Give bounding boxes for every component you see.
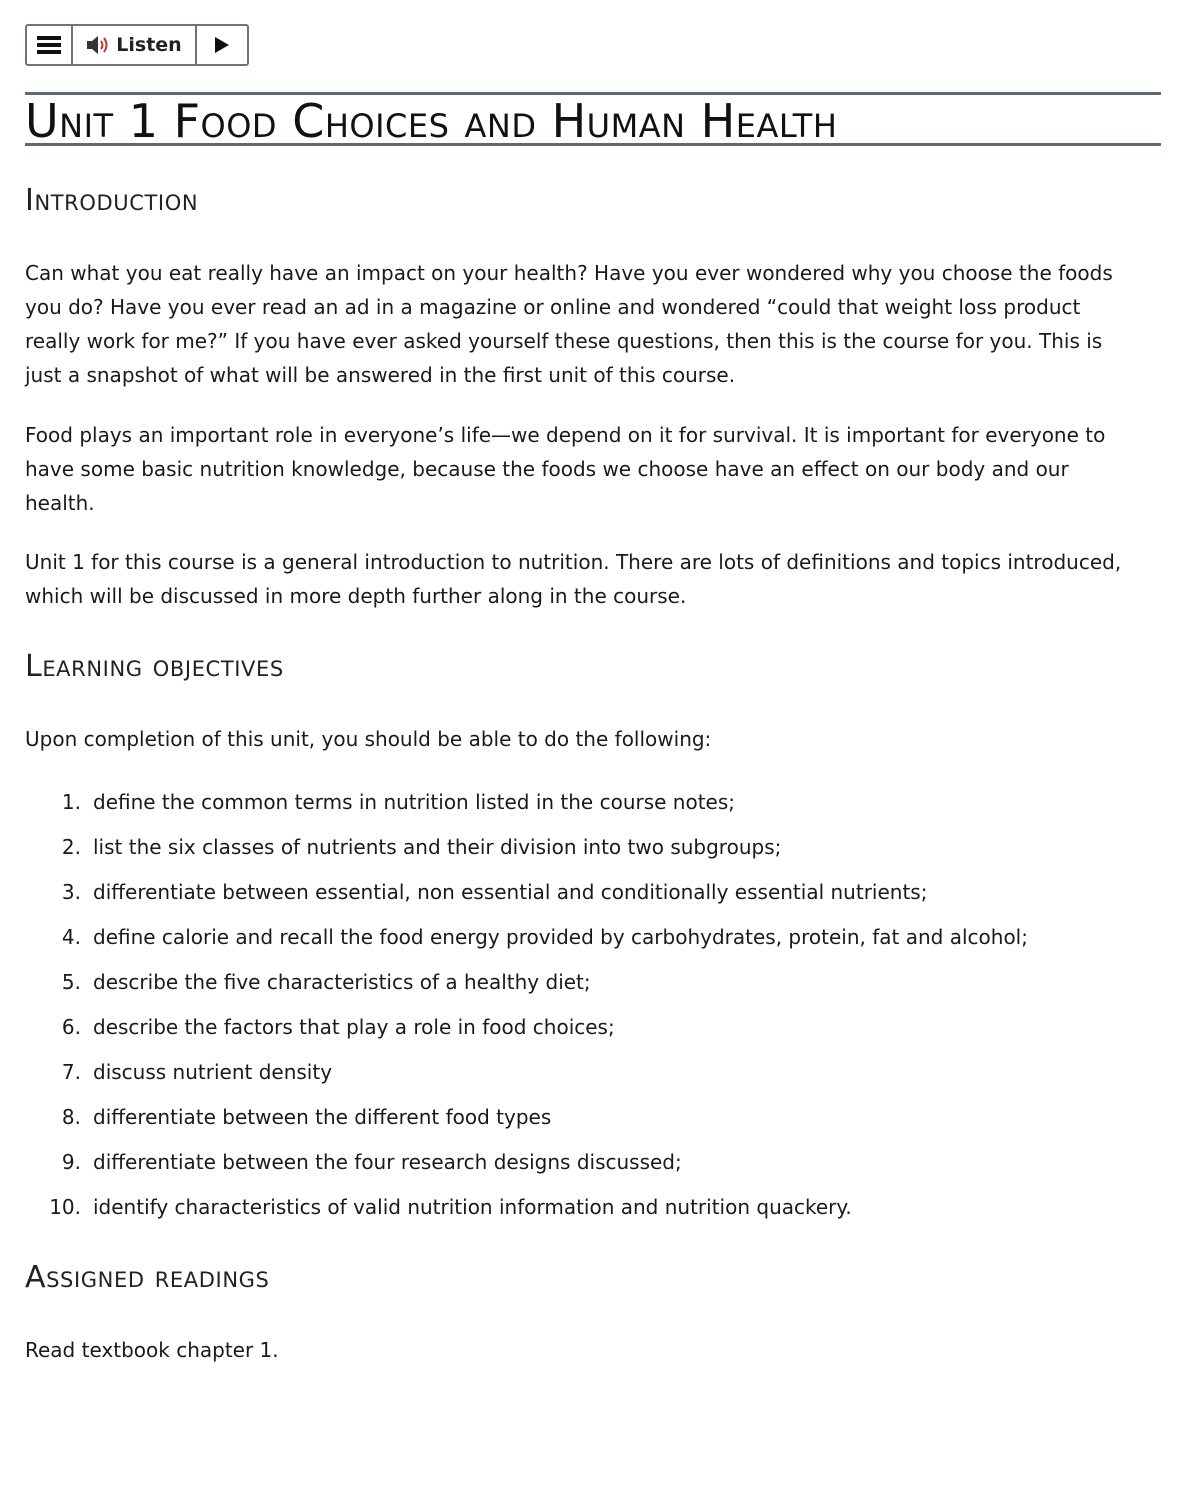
list-item-text: identify characteristics of valid nutrition information and nutrition quackery.: [93, 1195, 852, 1219]
list-item-number: 8.: [61, 1105, 81, 1129]
list-item-number: 3.: [61, 880, 81, 904]
list-item-number: 6.: [61, 1015, 81, 1039]
hamburger-menu-icon: [37, 35, 61, 55]
page-title-bar: [25, 92, 1161, 146]
list-item: [25, 1008, 1145, 1053]
list-item-text: differentiate between essential, non essential and conditionally essential nutrients;: [93, 880, 928, 904]
list-item: [25, 873, 1145, 918]
assigned-readings-text: Read textbook chapter 1.: [25, 1338, 279, 1362]
objectives-list: [25, 783, 1145, 1233]
list-item: [25, 1053, 1145, 1098]
page-title: Unit 1 Food Choices and Human Health: [25, 94, 838, 148]
list-item-number: 1.: [61, 790, 81, 814]
list-item-text: differentiate between the four research designs discussed;: [93, 1150, 682, 1174]
play-button[interactable]: [197, 26, 247, 64]
speaker-icon: [86, 34, 110, 56]
intro-paragraph-3: Unit 1 for this course is a general introduction to nutrition. There are lots of definitions and topics introduced, which will be discussed in more depth further along in the course.: [25, 550, 1122, 608]
list-item: [25, 1188, 1145, 1233]
menu-button[interactable]: [27, 26, 73, 64]
list-item-text: describe the factors that play a role in food choices;: [93, 1015, 615, 1039]
listen-button[interactable]: [73, 26, 197, 64]
play-icon: [214, 36, 230, 54]
list-item-number: 4.: [61, 925, 81, 949]
list-item: [25, 1143, 1145, 1188]
list-item-text: describe the five characteristics of a healthy diet;: [93, 970, 591, 994]
intro-paragraph-2: Food plays an important role in everyone’s life—we depend on it for survival. It is important for everyone to have some basic nutrition knowledge, because the foods we choose have an effect on our body and our health.: [25, 423, 1106, 515]
list-item-text: define the common terms in nutrition listed in the course notes;: [93, 790, 736, 814]
readspeaker-toolbar: [25, 24, 249, 66]
list-item: [25, 1098, 1145, 1143]
list-item-number: 9.: [61, 1150, 81, 1174]
list-item: [25, 783, 1145, 828]
list-item: [25, 918, 1145, 963]
assigned-readings-heading: Assigned readings: [25, 1260, 270, 1295]
learning-objectives-heading: Learning objectives: [25, 649, 284, 684]
objectives-intro: Upon completion of this unit, you should be able to do the following:: [25, 727, 712, 751]
list-item-number: 5.: [61, 970, 81, 994]
list-item-number: 2.: [61, 835, 81, 859]
introduction-heading: Introduction: [25, 183, 199, 218]
list-item-text: define calorie and recall the food energy provided by carbohydrates, protein, fat and alcohol;: [93, 925, 1028, 949]
list-item: [25, 828, 1145, 873]
list-item-text: discuss nutrient density: [93, 1060, 333, 1084]
listen-label: Listen: [116, 34, 182, 56]
list-item: [25, 963, 1145, 1008]
list-item-number: 7.: [61, 1060, 81, 1084]
list-item-text: differentiate between the different food types: [93, 1105, 552, 1129]
list-item-text: list the six classes of nutrients and their division into two subgroups;: [93, 835, 782, 859]
list-item-number: 10.: [49, 1195, 81, 1219]
intro-paragraph-1: Can what you eat really have an impact on your health? Have you ever wondered why you choose the foods you do? Have you ever read an ad in a magazine or online and wondered “could that weight loss product really work for me?” If you have ever asked yourself these questions, then this is the course for you. This is just a snapshot of what will be answered in the first unit of this course.: [25, 261, 1113, 387]
